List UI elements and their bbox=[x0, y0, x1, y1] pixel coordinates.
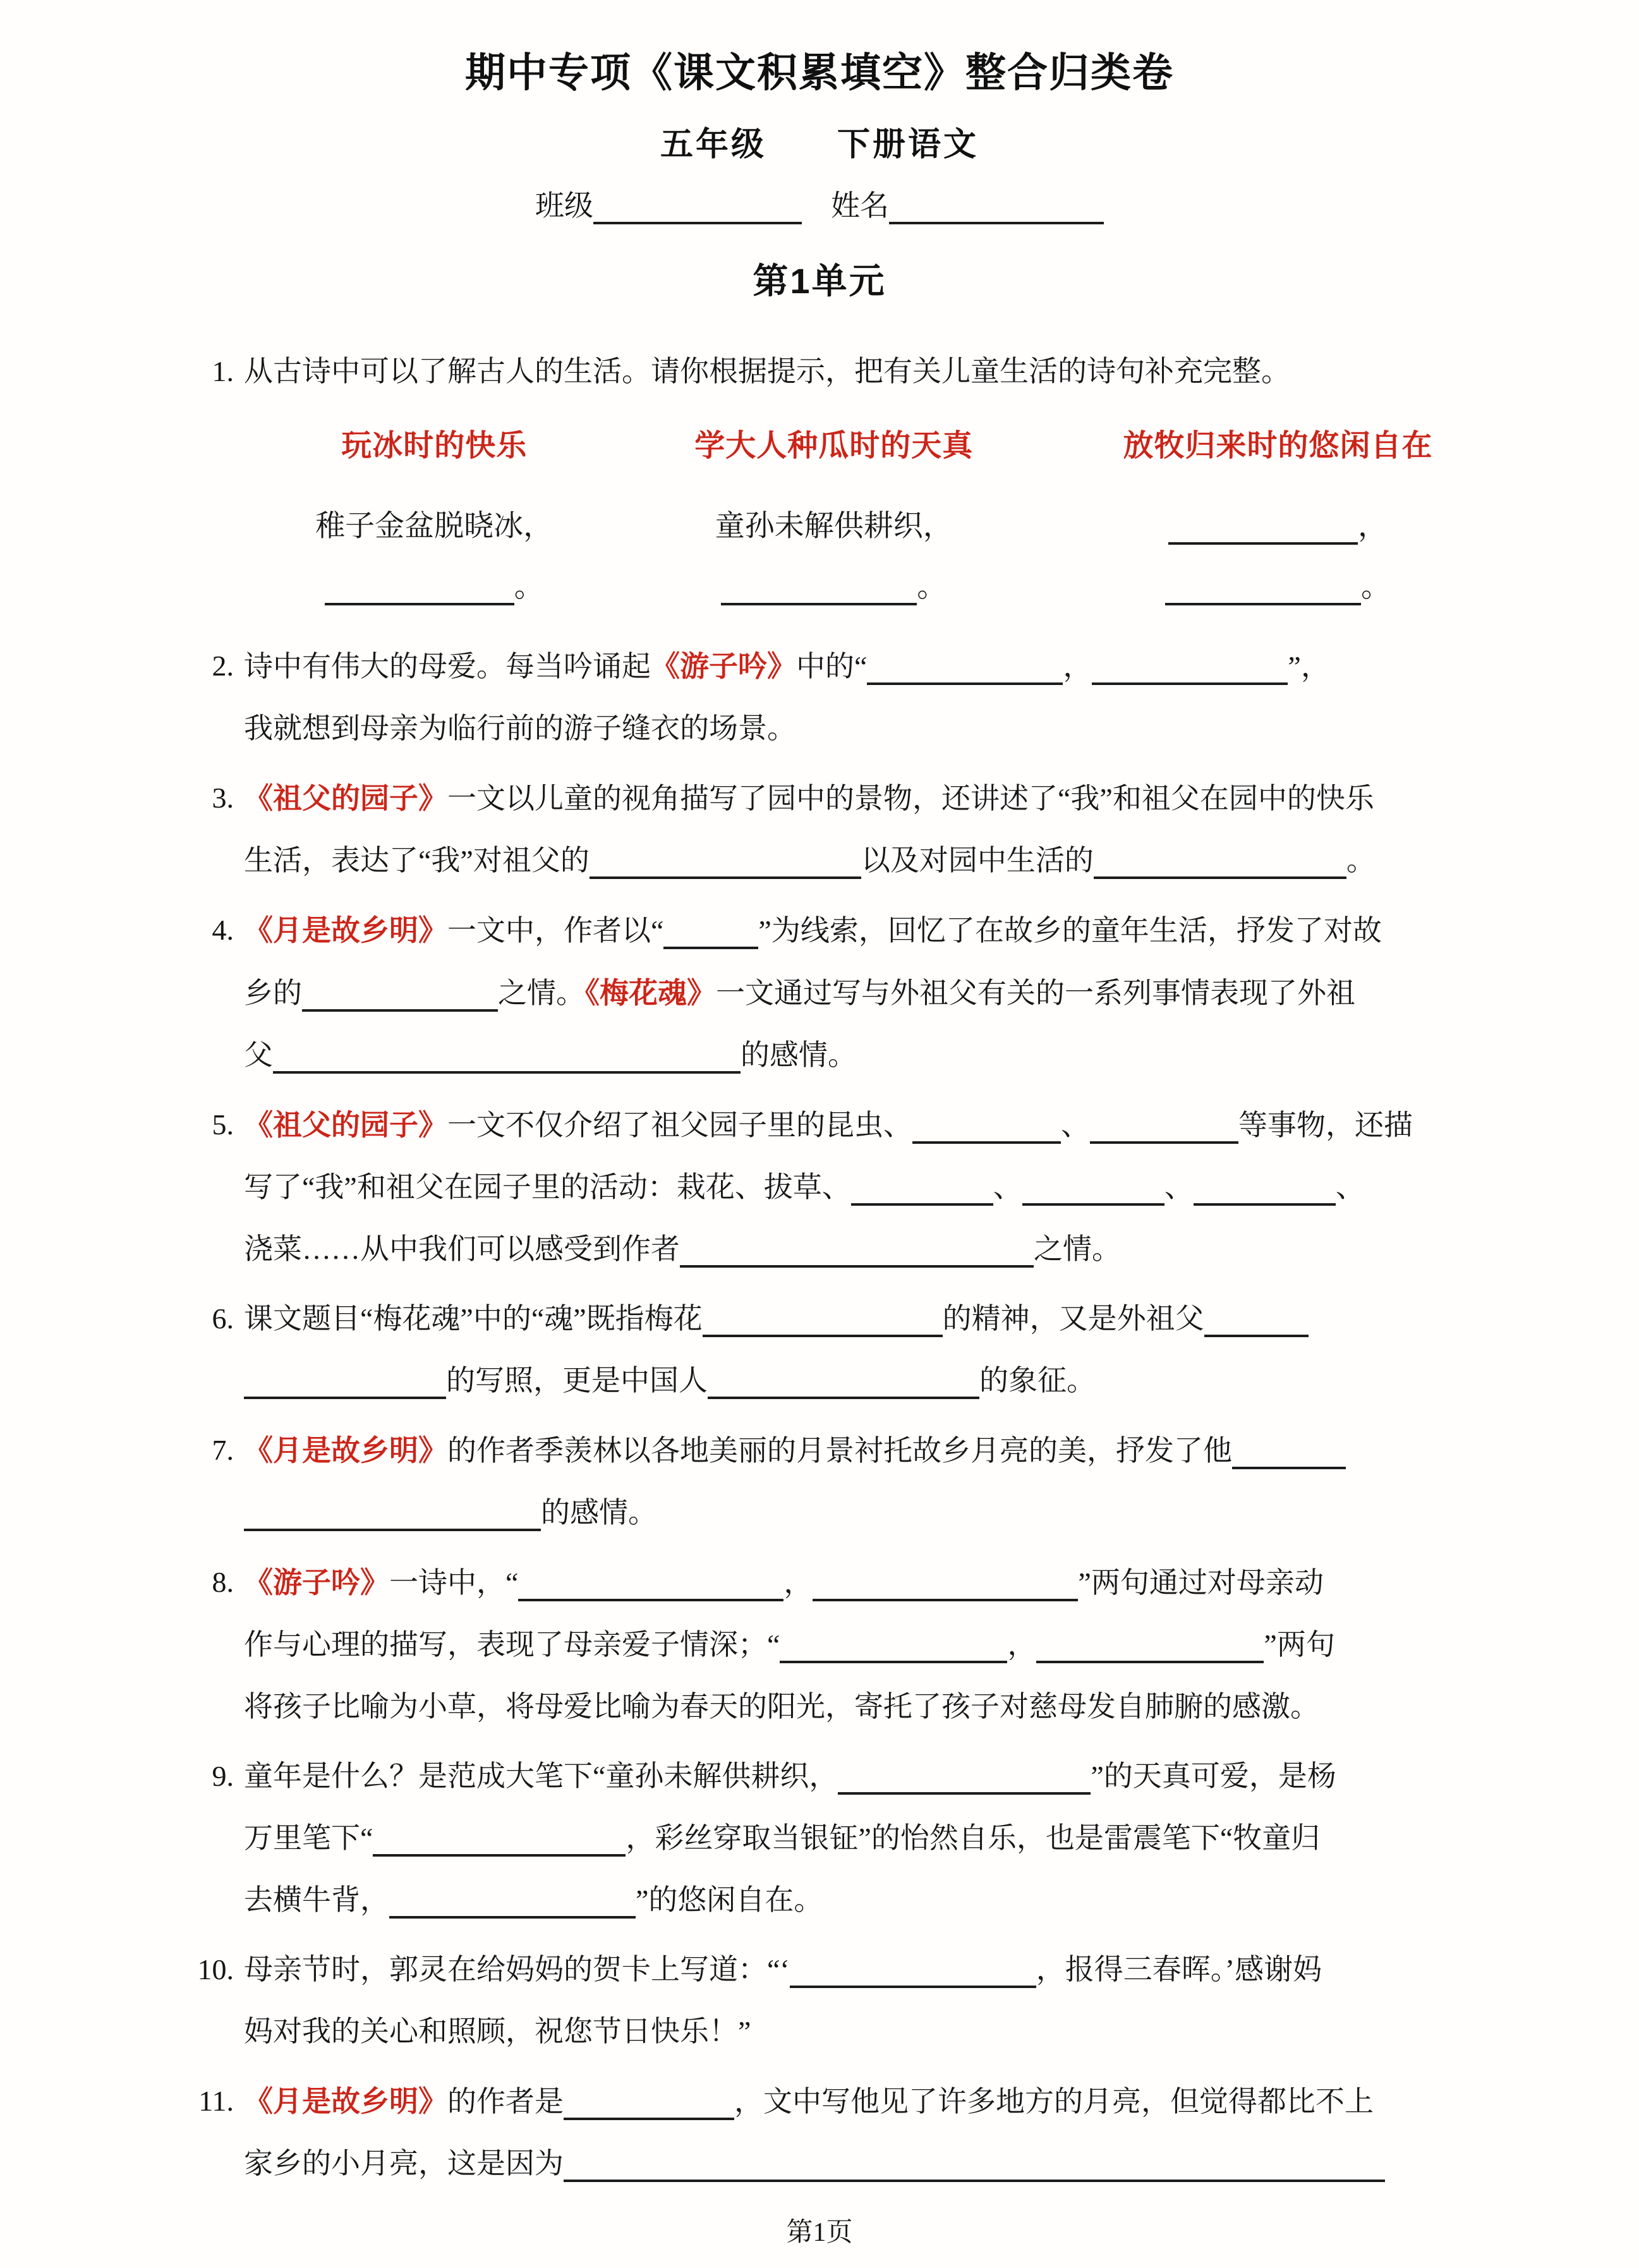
blank-line bbox=[389, 1897, 636, 1919]
text-run: 写了“我”和祖父在园子里的活动：栽花、拔草、 bbox=[244, 1171, 851, 1203]
blank-line bbox=[889, 203, 1104, 224]
question-body bbox=[244, 899, 1513, 1086]
text-run: 的感情。 bbox=[541, 1496, 657, 1529]
question-body bbox=[244, 341, 1513, 628]
text-run: ，文中写他见了许多地方的月亮，但觉得都比不上 bbox=[734, 2085, 1374, 2118]
question-number: 4. bbox=[212, 914, 234, 946]
book-title-red: 《梅花魂》 bbox=[585, 976, 716, 1009]
text-run: 。 bbox=[514, 571, 544, 603]
question-1 bbox=[158, 341, 1513, 628]
question-number: 7. bbox=[212, 1434, 234, 1466]
poem-column-melon bbox=[624, 415, 1043, 617]
question-text bbox=[244, 341, 1513, 403]
question-number: 2. bbox=[212, 650, 234, 682]
question-body bbox=[244, 1094, 1513, 1280]
poem-column-header: 学大人种瓜时的天真 bbox=[694, 429, 974, 463]
text-run: ”的悠闲自在。 bbox=[636, 1884, 823, 1916]
question-body bbox=[244, 1745, 1513, 1931]
poem-column-header: 放牧归来时的悠闲自在 bbox=[1123, 429, 1433, 463]
blank-line bbox=[813, 1580, 1078, 1601]
blank-line bbox=[790, 1967, 1036, 1988]
blank-line bbox=[244, 1378, 446, 1399]
question-3 bbox=[158, 767, 1513, 892]
text-run: ”为线索，回忆了在故乡的童年生活，抒发了对故 bbox=[758, 914, 1382, 947]
blank-line bbox=[838, 1773, 1091, 1795]
poem-line bbox=[244, 496, 624, 557]
text-run: 一诗中，“ bbox=[389, 1567, 519, 1599]
blank-line bbox=[373, 1835, 626, 1857]
blank-line bbox=[564, 2099, 734, 2120]
question-number: 11. bbox=[198, 2085, 234, 2117]
text-run: 母亲节时，郭灵在给妈妈的贺卡上写道：“‘ bbox=[244, 1953, 790, 1986]
book-title-red: 《月是故乡明》 bbox=[244, 1434, 447, 1467]
blank-line bbox=[1165, 584, 1361, 605]
section-heading: 第1单元 bbox=[753, 261, 886, 301]
blank-line bbox=[663, 928, 758, 949]
text-run: 诗中有伟大的母爱。每当吟诵起 bbox=[244, 650, 651, 682]
question-10 bbox=[158, 1939, 1513, 2063]
text-run: 的作者季羡林以各地美丽的月景衬托故乡月亮的美，抒发了他 bbox=[447, 1434, 1232, 1467]
text-run: 。 bbox=[917, 571, 947, 603]
question-body bbox=[244, 635, 1513, 760]
question-number: 3. bbox=[212, 782, 234, 814]
text-run: 班级 bbox=[535, 190, 593, 222]
blank-line bbox=[851, 1184, 993, 1206]
blank-line bbox=[325, 584, 514, 605]
question-body bbox=[244, 1939, 1513, 2063]
text-run: ，报得三春晖。’感谢妈 bbox=[1036, 1953, 1322, 1986]
blank-line bbox=[703, 1316, 943, 1337]
text-run: 童孙未解供耕织， bbox=[715, 510, 953, 543]
question-body bbox=[244, 1551, 1513, 1738]
book-title-red: 《游子吟》 bbox=[651, 650, 796, 682]
text-run: 之情。 bbox=[1034, 1233, 1121, 1265]
text-run: ”两句 bbox=[1264, 1628, 1335, 1661]
text-run: 乡的 bbox=[244, 977, 302, 1009]
poem-line bbox=[624, 557, 1043, 617]
poem-column-herding bbox=[1043, 415, 1513, 617]
book-title-red: 《游子吟》 bbox=[244, 1566, 389, 1599]
text-run: 家乡的小月亮，这是因为 bbox=[244, 2147, 564, 2180]
text-run: 一文以儿童的视角描写了园中的景物，还讲述了“我”和祖父在园中的快乐 bbox=[447, 782, 1374, 815]
blank-line bbox=[518, 1580, 783, 1601]
blank-line bbox=[780, 1642, 1007, 1663]
text-run: 中的“ bbox=[796, 650, 868, 682]
text-run: 的精神，又是外祖父 bbox=[942, 1302, 1204, 1335]
question-body bbox=[244, 1419, 1513, 1544]
blank-line bbox=[680, 1246, 1034, 1268]
question-4 bbox=[158, 899, 1513, 1086]
question-7 bbox=[158, 1419, 1513, 1544]
text-run: 姓名 bbox=[802, 190, 889, 222]
poem-columns bbox=[244, 415, 1513, 617]
blank-line bbox=[1036, 1642, 1264, 1663]
blank-line bbox=[708, 1378, 979, 1399]
text-run: 、 bbox=[1164, 1171, 1194, 1203]
blank-line bbox=[721, 584, 917, 605]
poem-column-ice bbox=[244, 415, 624, 617]
text-run: 一文不仅介绍了祖父园子里的昆虫、 bbox=[447, 1109, 912, 1141]
question-number: 9. bbox=[212, 1760, 234, 1792]
blank-line bbox=[593, 203, 802, 224]
text-run: ”的天真可爱，是杨 bbox=[1091, 1760, 1336, 1792]
text-run: 父 bbox=[244, 1039, 273, 1071]
text-run: 浇菜……从中我们可以感受到作者 bbox=[244, 1233, 680, 1265]
poem-column-header: 玩冰时的快乐 bbox=[341, 429, 528, 463]
page-subtitle: 五年级 下册语文 bbox=[660, 126, 979, 163]
text-run: ，彩丝穿取当银钲”的怡然自乐，也是雷震笔下“牧童归 bbox=[626, 1822, 1321, 1854]
text-run: 、 bbox=[1061, 1109, 1090, 1141]
poem-line bbox=[1043, 496, 1513, 557]
book-title-red: 《月是故乡明》 bbox=[244, 2085, 447, 2118]
question-5 bbox=[158, 1094, 1513, 1280]
book-title-red: 《月是故乡明》 bbox=[244, 914, 447, 947]
text-run: ”两句通过对母亲动 bbox=[1078, 1567, 1324, 1599]
text-run: 一文中，作者以“ bbox=[447, 914, 664, 947]
class-name-line bbox=[0, 183, 1639, 224]
poem-line bbox=[244, 557, 624, 617]
text-run: 万里笔下“ bbox=[244, 1822, 373, 1854]
blank-line bbox=[912, 1122, 1061, 1144]
poem-line bbox=[624, 496, 1043, 557]
question-body bbox=[244, 2070, 1513, 2195]
blank-line bbox=[1092, 664, 1288, 685]
blank-line bbox=[564, 2161, 1385, 2182]
blank-line bbox=[302, 990, 498, 1012]
blank-line bbox=[1204, 1316, 1309, 1337]
text-run: 生活，表达了“我”对祖父的 bbox=[244, 844, 590, 876]
text-run: 、 bbox=[993, 1171, 1022, 1203]
question-number: 5. bbox=[212, 1108, 234, 1141]
blank-line bbox=[590, 858, 861, 879]
text-run: 、 bbox=[1335, 1171, 1365, 1203]
blank-line bbox=[1168, 523, 1358, 545]
text-run: 等事物，还描 bbox=[1238, 1109, 1413, 1141]
text-run: 妈对我的关心和照顾，祝您节日快乐！” bbox=[244, 2015, 751, 2047]
question-number: 8. bbox=[212, 1566, 234, 1598]
book-title-red: 《祖父的园子》 bbox=[244, 782, 447, 815]
text-run: 的写照，更是中国人 bbox=[446, 1364, 708, 1397]
text-run: 的感情。 bbox=[741, 1039, 857, 1071]
text-run: 课文题目“梅花魂”中的“魂”既指梅花 bbox=[244, 1302, 703, 1335]
question-body bbox=[244, 1288, 1513, 1412]
text-run: 作与心理的描写，表现了母亲爱子情深；“ bbox=[244, 1628, 780, 1661]
text-run: 之情。 bbox=[498, 977, 585, 1009]
question-8 bbox=[158, 1551, 1513, 1738]
text-run: 的象征。 bbox=[979, 1364, 1096, 1397]
text-run: ， bbox=[1357, 510, 1388, 543]
question-number: 10. bbox=[197, 1953, 234, 1986]
blank-line bbox=[867, 664, 1063, 685]
page-number: 第1页 bbox=[786, 2218, 853, 2247]
text-run: 去横牛背， bbox=[244, 1884, 389, 1916]
blank-line bbox=[273, 1052, 741, 1074]
text-run: 将孩子比喻为小草，将母爱比喻为春天的阳光，寄托了孩子对慈母发自肺腑的感激。 bbox=[244, 1690, 1319, 1723]
question-11 bbox=[158, 2070, 1513, 2195]
text-run: 童年是什么？是范成大笔下“童孙未解供耕织， bbox=[244, 1760, 838, 1792]
blank-line bbox=[1194, 1184, 1336, 1206]
text-run: 一文通过写与外祖父有关的一系列事情表现了外祖 bbox=[716, 977, 1355, 1009]
text-run: 的作者是 bbox=[447, 2085, 564, 2118]
text-run: 以及对园中生活的 bbox=[861, 844, 1094, 876]
blank-line bbox=[244, 1510, 541, 1531]
text-run: ， bbox=[1007, 1628, 1037, 1661]
blank-line bbox=[1022, 1184, 1164, 1206]
question-number: 6. bbox=[212, 1302, 234, 1335]
text-run: ， bbox=[783, 1567, 813, 1599]
blank-line bbox=[1232, 1448, 1346, 1469]
text-run: 我就想到母亲为临行前的游子缝衣的场景。 bbox=[244, 712, 796, 744]
text-run: 。 bbox=[1360, 571, 1391, 603]
blank-line bbox=[1090, 1122, 1238, 1144]
question-9 bbox=[158, 1745, 1513, 1931]
question-6 bbox=[158, 1288, 1513, 1412]
blank-line bbox=[1094, 858, 1346, 879]
text-run: ”， bbox=[1288, 650, 1330, 682]
question-number: 1. bbox=[212, 355, 234, 387]
text-run: ， bbox=[1063, 650, 1092, 682]
text-run: 稚子金盆脱晓冰， bbox=[315, 510, 553, 543]
poem-line bbox=[1043, 557, 1513, 617]
book-title-red: 《祖父的园子》 bbox=[244, 1108, 447, 1141]
text-run: 。 bbox=[1346, 844, 1376, 876]
page-title: 期中专项《课文积累填空》整合归类卷 bbox=[465, 50, 1174, 95]
question-body bbox=[244, 767, 1513, 892]
text-run: 从古诗中可以了解古人的生活。请你根据提示，把有关儿童生活的诗句补充完整。 bbox=[244, 355, 1290, 387]
question-2 bbox=[158, 635, 1513, 760]
